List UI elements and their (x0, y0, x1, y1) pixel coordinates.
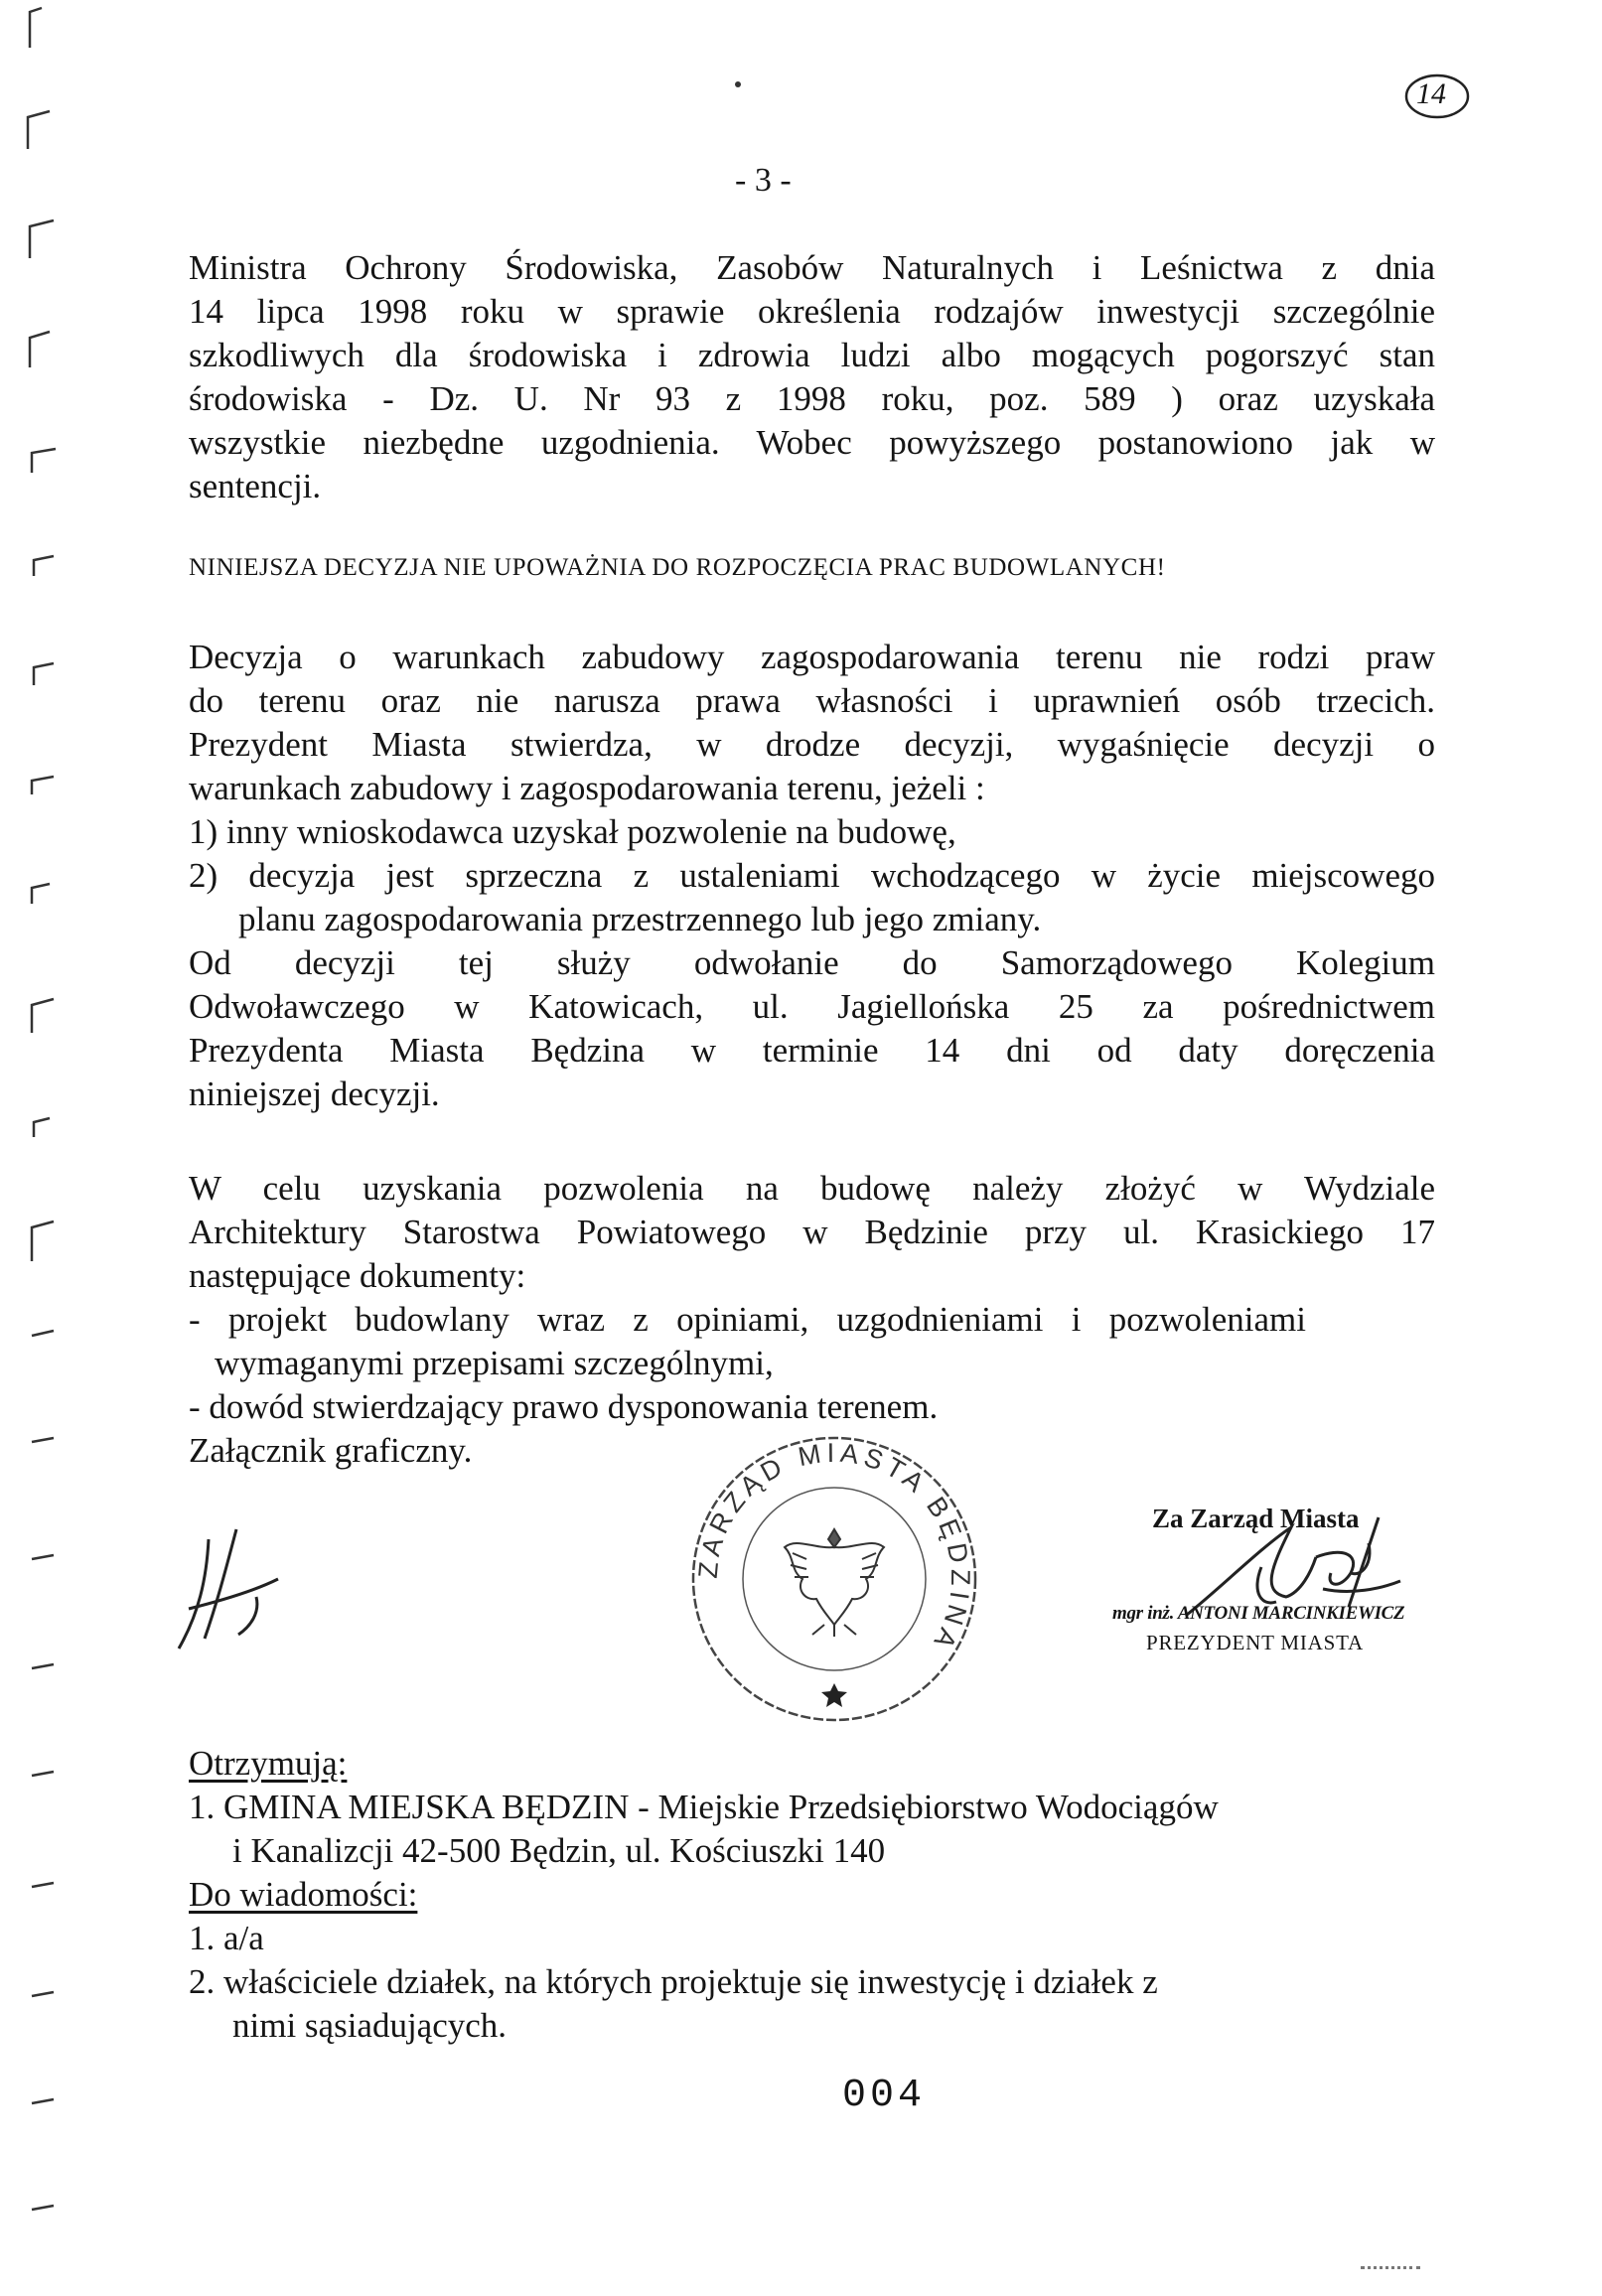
circled-page-number (1402, 72, 1472, 121)
text-line: Odwoławczego w Katowicach, ul. Jagiellońska 25 za pośrednictwem (189, 987, 1435, 1026)
text-line: Architektury Starostwa Powiatowego w Będzinie przy ul. Krasickiego 17 (189, 1213, 1435, 1251)
paragraph-3 (189, 1167, 1435, 1473)
recipient-item-continuation: i Kanalizcji 42-500 Będzin, ul. Kościuszki 140 (232, 1831, 886, 1870)
list-item: 1) inny wnioskodawca uzyskał pozwolenie na budowę, (189, 812, 956, 851)
official-stamp (685, 1430, 983, 1728)
signature-block (1112, 1498, 1470, 1676)
text-line: Od decyzji tej służy odwołanie do Samorządowego Kolegium (189, 943, 1435, 982)
text-line: Prezydenta Miasta Będzina w terminie 14 dni od daty doręczenia (189, 1031, 1435, 1070)
text-line: Załącznik graficzny. (189, 1431, 473, 1470)
list-item: - projekt budowlany wraz z opiniami, uzgodnieniami i pozwoleniami (189, 1300, 1306, 1339)
scan-edge-marks (10, 0, 70, 2296)
text-line: warunkach zabudowy i zagospodarowania terenu, jeżeli : (189, 769, 985, 807)
list-item-continuation: planu zagospodarowania przestrzennego lub jego zmiany. (238, 900, 1042, 938)
text-line: niniejszej decyzji. (189, 1075, 440, 1113)
recipients-section (189, 1742, 1435, 2048)
handwritten-initials (159, 1519, 298, 1658)
text-line: Decyzja o warunkach zabudowy zagospodarowania terenu nie rodzi praw (189, 638, 1435, 676)
paragraph-2 (189, 636, 1435, 1116)
text-line: środowiska - Dz. U. Nr 93 z 1998 roku, poz. 589 ) oraz uzyskała (189, 379, 1435, 418)
scan-specks (1361, 2266, 1420, 2273)
text-line: następujące dokumenty: (189, 1256, 526, 1295)
text-line: 14 lipca 1998 roku w sprawie określenia rodzajów inwestycji szczególnie (189, 292, 1435, 331)
scan-dot (735, 81, 741, 87)
star-icon (821, 1683, 847, 1707)
cc-heading: Do wiadomości: (189, 1875, 418, 1914)
signatory-name: mgr inż. ANTONI MARCINKIEWICZ (1112, 1603, 1405, 1624)
stamp-graphic (685, 1430, 983, 1728)
text-line: szkodliwych dla środowiska i zdrowia ludzi albo mogących pogorszyć stan (189, 336, 1435, 374)
text-line: Prezydent Miasta stwierdza, w drodze decyzji, wygaśnięcie decyzji o (189, 725, 1435, 764)
list-item-continuation: wymaganymi przepisami szczególnymi, (215, 1344, 774, 1382)
text-line: do terenu oraz nie narusza prawa własności i uprawnień osób trzecich. (189, 681, 1435, 720)
signatory-title: PREZYDENT MIASTA (1146, 1631, 1364, 1654)
eagle-emblem-icon (785, 1529, 884, 1637)
list-item: 2) decyzja jest sprzeczna z ustaleniami wchodzącego w życie miejscowego (189, 856, 1435, 895)
cc-item-continuation: nimi sąsiadujących. (232, 2006, 508, 2045)
text-line: W celu uzyskania pozwolenia na budowę należy złożyć w Wydziale (189, 1169, 1435, 1208)
list-item: - dowód stwierdzający prawo dysponowania terenem. (189, 1387, 939, 1426)
paragraph-1 (189, 246, 1435, 508)
signature-for-board: Za Zarząd Miasta (1152, 1504, 1360, 1533)
page-number: - 3 - (735, 162, 792, 199)
text-line: sentencji. (189, 467, 322, 505)
recipients-heading: Otrzymują: (189, 1744, 348, 1783)
stamp-round-text: ZARZĄD MIASTA BĘDZINA (692, 1437, 976, 1658)
circled-number-text: 14 (1416, 77, 1446, 110)
text-line: Ministra Ochrony Środowiska, Zasobów Naturalnych i Leśnictwa z dnia (189, 248, 1435, 287)
cc-item: 2. właściciele działek, na których projektuje się inwestycję i działek z (189, 1962, 1158, 2001)
recipient-item: 1. GMINA MIEJSKA BĘDZIN - Miejskie Przedsiębiorstwo Wodociągów (189, 1788, 1219, 1826)
text-line: wszystkie niezbędne uzgodnienia. Wobec powyższego postanowiono jak w (189, 423, 1435, 462)
footer-number: 004 (842, 2074, 927, 2118)
notice-heading: NINIEJSZA DECYZJA NIE UPOWAŻNIA DO ROZPOCZĘCIA PRAC BUDOWLANYCH! (189, 554, 1166, 581)
cc-item: 1. a/a (189, 1919, 264, 1957)
